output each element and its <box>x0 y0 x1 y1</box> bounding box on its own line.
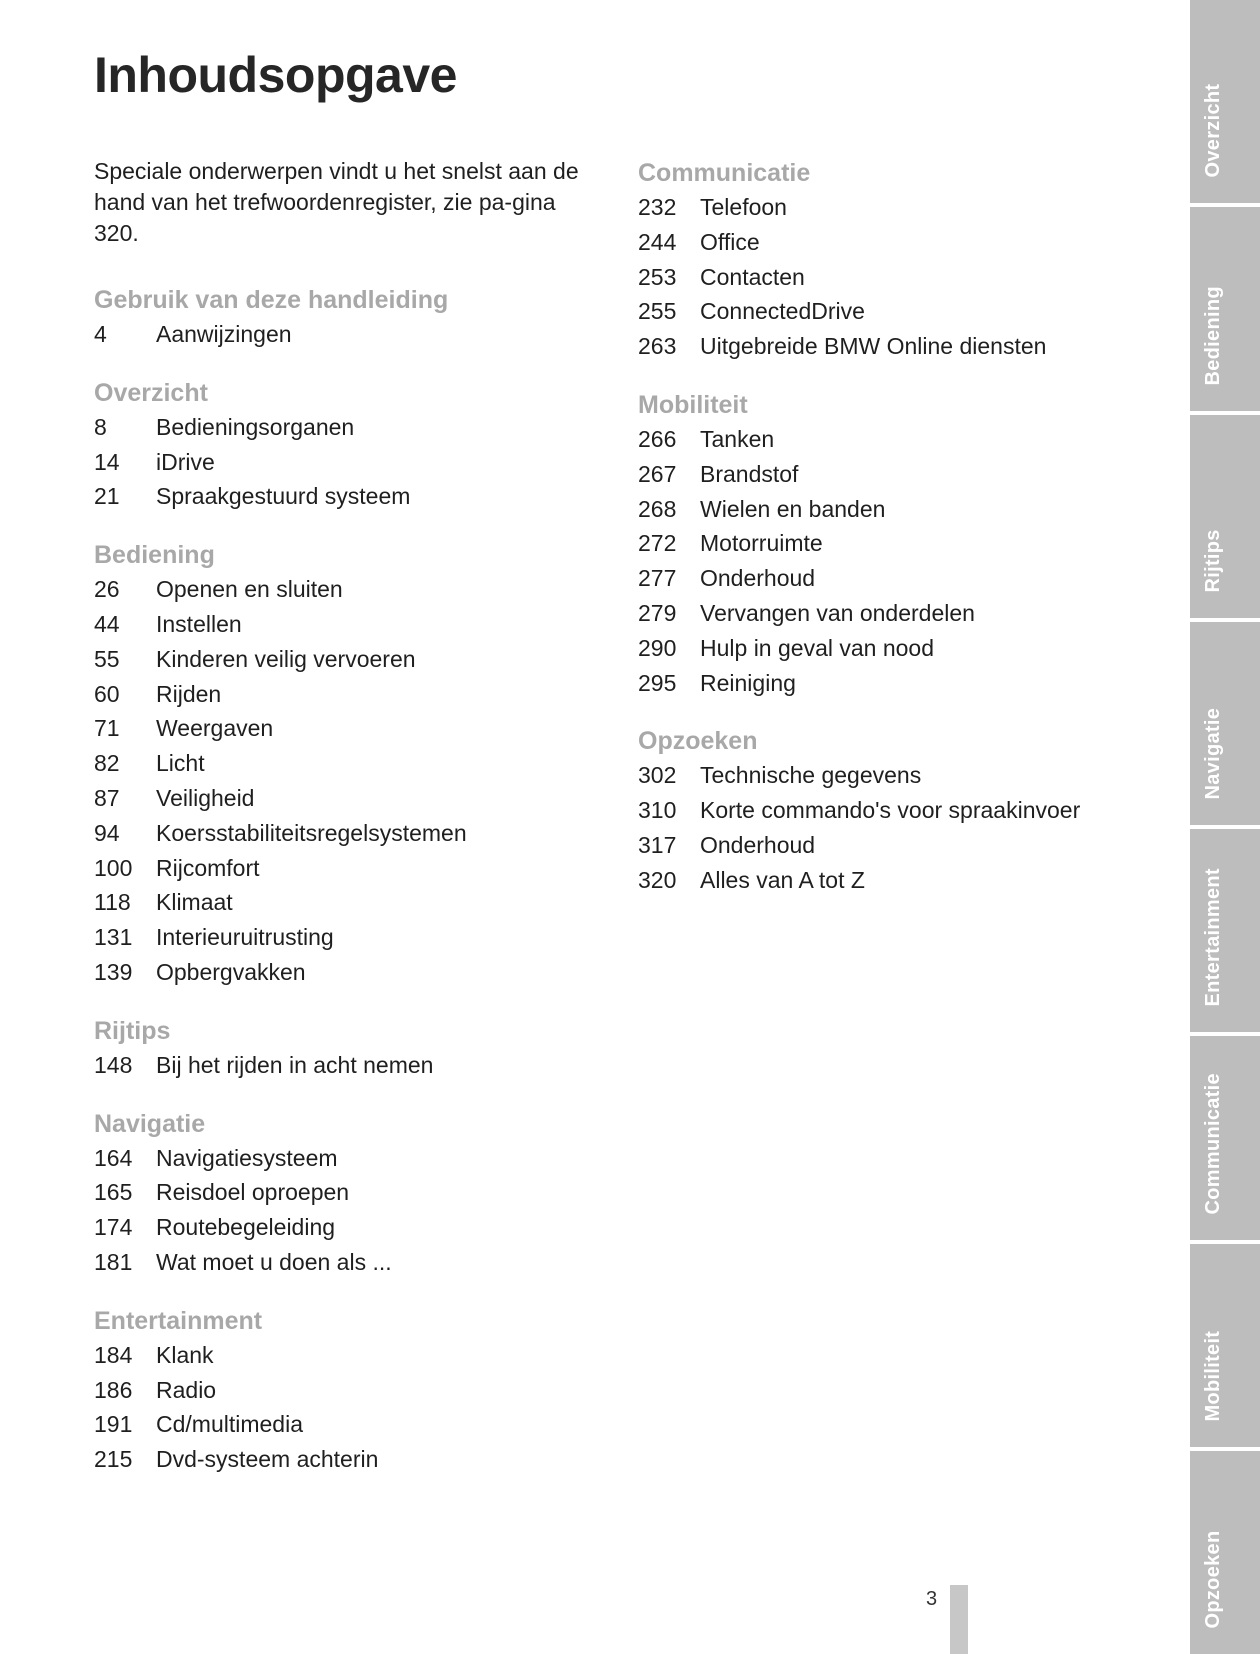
section-title: Opzoeken <box>638 727 758 756</box>
toc-entry-label: Spraakgestuurd systeem <box>156 483 411 510</box>
toc-entry-page: 191 <box>94 1411 133 1438</box>
toc-entry-label: Tanken <box>700 425 775 452</box>
toc-entry-page: 139 <box>94 958 133 985</box>
toc-entry-page: 118 <box>94 889 131 916</box>
toc-entry[interactable] <box>94 781 614 816</box>
toc-entry-page: 8 <box>94 413 107 440</box>
toc-entry-page: 4 <box>94 321 107 347</box>
toc-entry[interactable] <box>94 1442 614 1477</box>
section-title: Rijtips <box>94 1016 171 1045</box>
toc-entry-label: Klank <box>156 1341 214 1368</box>
toc-entry[interactable] <box>94 445 614 480</box>
toc-entry-page: 279 <box>638 599 677 626</box>
toc-entry-page: 263 <box>638 333 677 360</box>
toc-entry[interactable] <box>638 457 1118 492</box>
toc-entry[interactable] <box>638 526 1118 561</box>
toc-entry[interactable] <box>638 793 1118 828</box>
tab-label: Entertainment <box>1202 868 1224 1007</box>
toc-entry-page: 14 <box>94 448 120 475</box>
toc-entry-page: 244 <box>638 228 677 255</box>
toc-entry[interactable] <box>94 1210 614 1245</box>
toc-entry-page: 310 <box>638 797 677 824</box>
toc-entry[interactable] <box>94 317 614 352</box>
toc-entry-page: 184 <box>94 1341 133 1368</box>
toc-right-column <box>638 156 1118 922</box>
toc-entry-label: Motorruimte <box>700 530 823 557</box>
toc-entry-page: 232 <box>638 194 677 220</box>
toc-entry-page: 266 <box>638 425 677 452</box>
page-number: 3 <box>926 1588 938 1610</box>
section-navigatie <box>94 1107 614 1280</box>
section-rijtips <box>94 1014 614 1083</box>
toc-entry-label: Koersstabiliteitsregelsystemen <box>156 819 467 846</box>
tab-label: Overzicht <box>1202 83 1224 178</box>
toc-entry-label: Interieuruitrusting <box>156 924 334 951</box>
toc-entry[interactable] <box>638 294 1118 329</box>
toc-entry-page: 148 <box>94 1051 133 1078</box>
toc-entry-label: ConnectedDrive <box>700 298 865 325</box>
toc-entry-label: Bij het rijden in acht nemen <box>156 1051 434 1078</box>
toc-entry[interactable] <box>638 863 1118 898</box>
toc-entry-page: 55 <box>94 645 120 672</box>
tab-mobiliteit[interactable] <box>1190 1244 1260 1447</box>
section-title: Overzicht <box>94 378 208 407</box>
toc-entry-label: Vervangen van onderdelen <box>700 599 975 626</box>
toc-entry-page: 164 <box>94 1144 133 1171</box>
section-title: Communicatie <box>638 159 811 187</box>
toc-entry-page: 94 <box>94 819 120 846</box>
toc-entry[interactable] <box>94 920 614 955</box>
section-title: Bediening <box>94 541 215 570</box>
right-sections <box>638 156 1118 898</box>
toc-entry-label: Instellen <box>156 610 242 637</box>
toc-entry-label: Cd/multimedia <box>156 1411 303 1438</box>
toc-entry[interactable] <box>94 1141 614 1176</box>
toc-entry-label: Onderhoud <box>700 565 816 592</box>
left-sections <box>94 283 614 1477</box>
toc-entry-page: 26 <box>94 576 120 603</box>
toc-entry-page: 277 <box>638 565 677 592</box>
toc-entry[interactable] <box>94 572 614 607</box>
tab-navigatie[interactable] <box>1190 622 1260 825</box>
toc-entry[interactable] <box>94 677 614 712</box>
section-communicatie <box>638 156 1118 364</box>
toc-entry-label: Rijden <box>156 680 222 707</box>
section-opzoeken <box>638 724 1118 897</box>
toc-entry-label: Reisdoel oproepen <box>156 1179 350 1206</box>
toc-entry-label: Uitgebreide BMW Online diensten <box>700 333 1047 360</box>
toc-entry-label: Navigatiesysteem <box>156 1144 338 1171</box>
toc-entry-label: Korte commando's voor spraakinvoer <box>700 797 1081 824</box>
toc-entry[interactable] <box>94 955 614 990</box>
toc-entry-label: Contacten <box>700 263 805 290</box>
toc-entry-page: 267 <box>638 460 677 487</box>
toc-entry-label: Klimaat <box>156 889 233 916</box>
toc-entry-page: 272 <box>638 530 677 557</box>
toc-entry-page: 255 <box>638 298 677 325</box>
toc-entry-page: 302 <box>638 762 677 789</box>
toc-entry[interactable] <box>638 631 1118 666</box>
toc-entry-label: Bedieningsorganen <box>156 413 355 440</box>
toc-entry-label: Dvd-systeem achterin <box>156 1446 379 1473</box>
toc-entry[interactable] <box>638 758 1118 793</box>
tab-label: Rijtips <box>1202 529 1224 593</box>
section-title: Mobiliteit <box>638 390 748 419</box>
toc-entry-label: Radio <box>156 1376 217 1403</box>
toc-entry-page: 317 <box>638 831 677 858</box>
tab-entertainment[interactable] <box>1190 829 1260 1032</box>
tab-label: Bediening <box>1202 285 1224 385</box>
toc-entry-label: Hulp in geval van nood <box>700 634 934 661</box>
toc-entry-label: Office <box>700 228 760 255</box>
toc-entry-label: Licht <box>156 750 205 777</box>
toc-entry[interactable] <box>94 711 614 746</box>
intro-text: Speciale onderwerpen vindt u het snelst aan de hand van het trefwoordenregister, zie pa-gina 320. <box>94 158 579 246</box>
toc-entry[interactable] <box>94 1245 614 1280</box>
toc-entry[interactable] <box>94 851 614 886</box>
toc-entry[interactable] <box>638 666 1118 701</box>
toc-entry-label: Aanwijzingen <box>156 321 292 347</box>
toc-entry-page: 100 <box>94 854 133 881</box>
section-entertainment <box>94 1304 614 1477</box>
toc-entry-page: 253 <box>638 263 677 290</box>
toc-entry-label: Telefoon <box>700 194 787 220</box>
tab-overzicht[interactable] <box>1190 0 1260 203</box>
toc-entry[interactable] <box>94 1407 614 1442</box>
section-gebruik-van-deze-handleiding <box>94 283 614 352</box>
toc-entry[interactable] <box>94 642 614 677</box>
page-title: Inhoudsopgave <box>94 47 457 103</box>
section-title: Gebruik van deze handleiding <box>94 286 449 314</box>
toc-entry[interactable] <box>94 1175 614 1210</box>
toc-entry[interactable] <box>638 596 1118 631</box>
toc-entry-label: Reiniging <box>700 669 796 696</box>
toc-entry[interactable] <box>638 492 1118 527</box>
toc-entry[interactable] <box>94 885 614 920</box>
tab-label: Mobiliteit <box>1202 1330 1224 1422</box>
toc-entry-label: Wielen en banden <box>700 495 886 522</box>
toc-entry[interactable] <box>638 828 1118 863</box>
toc-entry-page: 181 <box>94 1248 133 1275</box>
tab-rijtips[interactable] <box>1190 415 1260 618</box>
toc-entry[interactable] <box>94 816 614 851</box>
toc-entry-label: Brandstof <box>700 460 799 487</box>
toc-entry[interactable] <box>94 607 614 642</box>
toc-entry[interactable] <box>94 1373 614 1408</box>
toc-entry-label: Openen en sluiten <box>156 576 343 603</box>
toc-entry-page: 186 <box>94 1376 133 1403</box>
toc-entry-page: 82 <box>94 750 120 777</box>
toc-entry-page: 215 <box>94 1446 133 1473</box>
toc-entry-label: Wat moet u doen als ... <box>156 1248 392 1275</box>
toc-entry-page: 21 <box>94 483 120 510</box>
toc-entry-label: Opbergvakken <box>156 958 306 985</box>
toc-entry[interactable] <box>94 1338 614 1373</box>
toc-entry-label: Rijcomfort <box>156 854 260 881</box>
tab-bediening[interactable] <box>1190 207 1260 410</box>
toc-entry-page: 165 <box>94 1179 133 1206</box>
toc-left-column <box>94 156 614 1501</box>
toc-entry-label: Alles van A tot Z <box>700 866 865 893</box>
toc-entry[interactable] <box>638 561 1118 596</box>
toc-entry-label: iDrive <box>156 448 215 475</box>
toc-entry-page: 174 <box>94 1214 133 1241</box>
toc-entry[interactable] <box>94 479 614 514</box>
toc-entry-label: Technische gegevens <box>700 762 922 789</box>
toc-entry-page: 290 <box>638 634 677 661</box>
toc-entry[interactable] <box>638 329 1118 364</box>
toc-entry-page: 87 <box>94 784 120 811</box>
toc-entry-page: 295 <box>638 669 677 696</box>
toc-entry-page: 320 <box>638 866 677 893</box>
toc-entry[interactable] <box>638 190 1118 225</box>
section-title: Entertainment <box>94 1306 263 1335</box>
toc-entry-label: Weergaven <box>156 715 274 742</box>
tab-label: Opzoeken <box>1202 1530 1224 1629</box>
toc-entry[interactable] <box>638 260 1118 295</box>
toc-entry-label: Veiligheid <box>156 784 255 811</box>
toc-entry[interactable] <box>94 1048 614 1083</box>
toc-entry-label: Routebegeleiding <box>156 1214 336 1241</box>
tab-label: Communicatie <box>1202 1072 1224 1214</box>
page-marker <box>950 1585 968 1654</box>
toc-entry-page: 268 <box>638 495 677 522</box>
tab-label: Navigatie <box>1202 707 1224 800</box>
section-bediening <box>94 538 614 990</box>
tab-communicatie[interactable] <box>1190 1036 1260 1239</box>
toc-entry[interactable] <box>94 746 614 781</box>
toc-entry-label: Kinderen veilig vervoeren <box>156 645 416 672</box>
toc-entry-page: 71 <box>94 715 120 742</box>
toc-entry-page: 131 <box>94 924 133 951</box>
section-overzicht <box>94 376 614 514</box>
toc-entry-page: 60 <box>94 680 120 707</box>
tab-opzoeken[interactable] <box>1190 1451 1260 1654</box>
toc-entry[interactable] <box>94 410 614 445</box>
chapter-tabs <box>1190 0 1260 1654</box>
toc-entry-label: Onderhoud <box>700 831 816 858</box>
toc-entry[interactable] <box>638 422 1118 457</box>
toc-entry[interactable] <box>638 225 1118 260</box>
section-title: Navigatie <box>94 1109 206 1138</box>
section-mobiliteit <box>638 388 1118 700</box>
toc-entry-page: 44 <box>94 610 120 637</box>
